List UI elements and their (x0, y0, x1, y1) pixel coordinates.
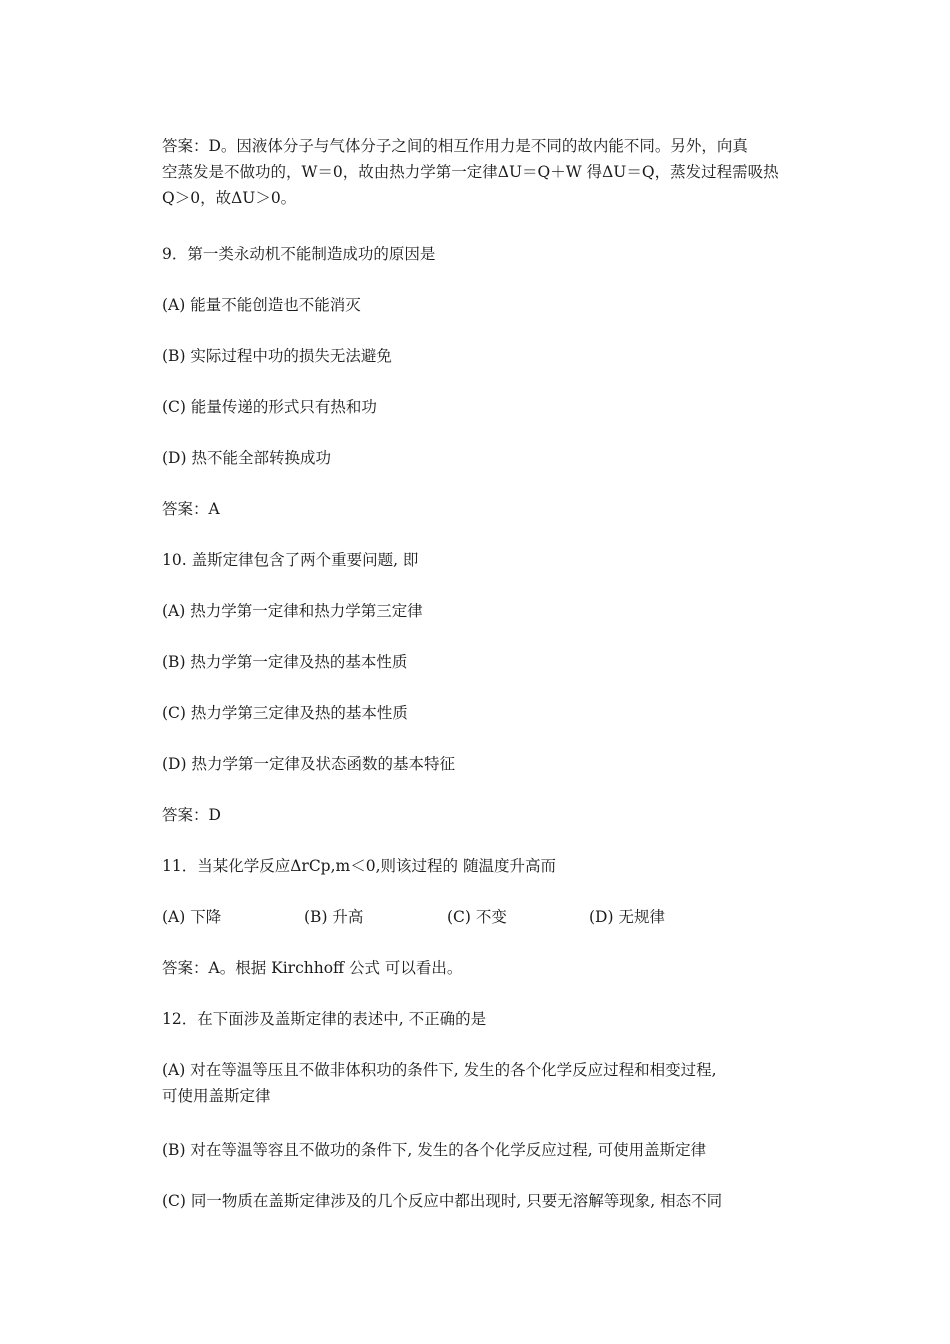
q10-option-d: (D) 热力学第一定律及状态函数的基本特征 (162, 755, 455, 773)
q10-question: 10. 盖斯定律包含了两个重要问题, 即 (162, 551, 419, 569)
q11-option-c: (C) 不变 (447, 908, 507, 926)
q8-answer-line-1: 答案：D。因液体分子与气体分子之间的相互作用力是不同的故内能不同。另外，向真 (162, 137, 748, 155)
q11-answer: 答案：A。根据 Kirchhoff 公式 可以看出。 (162, 959, 463, 977)
q11-options-row (162, 907, 762, 927)
q10-option-a: (A) 热力学第一定律和热力学第三定律 (162, 602, 423, 620)
q9-option-b: (B) 实际过程中功的损失无法避免 (162, 347, 392, 365)
q10-option-c: (C) 热力学第三定律及热的基本性质 (162, 704, 408, 722)
q12-option-a (162, 1057, 792, 1109)
q9-question: 9．第一类永动机不能制造成功的原因是 (162, 245, 436, 263)
q11-question: 11．当某化学反应ΔrCp,m＜0,则该过程的 随温度升高而 (162, 857, 556, 875)
q10-answer: 答案：D (162, 806, 221, 824)
q11-option-d: (D) 无规律 (589, 908, 665, 926)
q12-option-c: (C) 同一物质在盖斯定律涉及的几个反应中都出现时, 只要无溶解等现象, 相态不同 (162, 1192, 723, 1210)
q12-option-a-line-1: (A) 对在等温等压且不做非体积功的条件下, 发生的各个化学反应过程和相变过程, (162, 1061, 717, 1079)
q8-answer-paragraph (162, 133, 792, 211)
q12-question: 12．在下面涉及盖斯定律的表述中, 不正确的是 (162, 1010, 487, 1028)
q9-option-c: (C) 能量传递的形式只有热和功 (162, 398, 377, 416)
q10-option-b: (B) 热力学第一定律及热的基本性质 (162, 653, 408, 671)
q8-answer-line-3: Q＞0，故ΔU＞0。 (162, 189, 297, 207)
q11-option-b: (B) 升高 (304, 908, 364, 926)
q12-option-a-line-2: 可使用盖斯定律 (162, 1087, 271, 1105)
q9-option-d: (D) 热不能全部转换成功 (162, 449, 331, 467)
q9-answer: 答案：A (162, 500, 220, 518)
q12-option-b: (B) 对在等温等容且不做功的条件下, 发生的各个化学反应过程, 可使用盖斯定律 (162, 1141, 707, 1159)
q9-option-a: (A) 能量不能创造也不能消灭 (162, 296, 361, 314)
q11-option-a: (A) 下降 (162, 908, 222, 926)
q8-answer-line-2: 空蒸发是不做功的，W＝0，故由热力学第一定律ΔU＝Q＋W 得ΔU＝Q，蒸发过程需吸热 (162, 163, 779, 181)
